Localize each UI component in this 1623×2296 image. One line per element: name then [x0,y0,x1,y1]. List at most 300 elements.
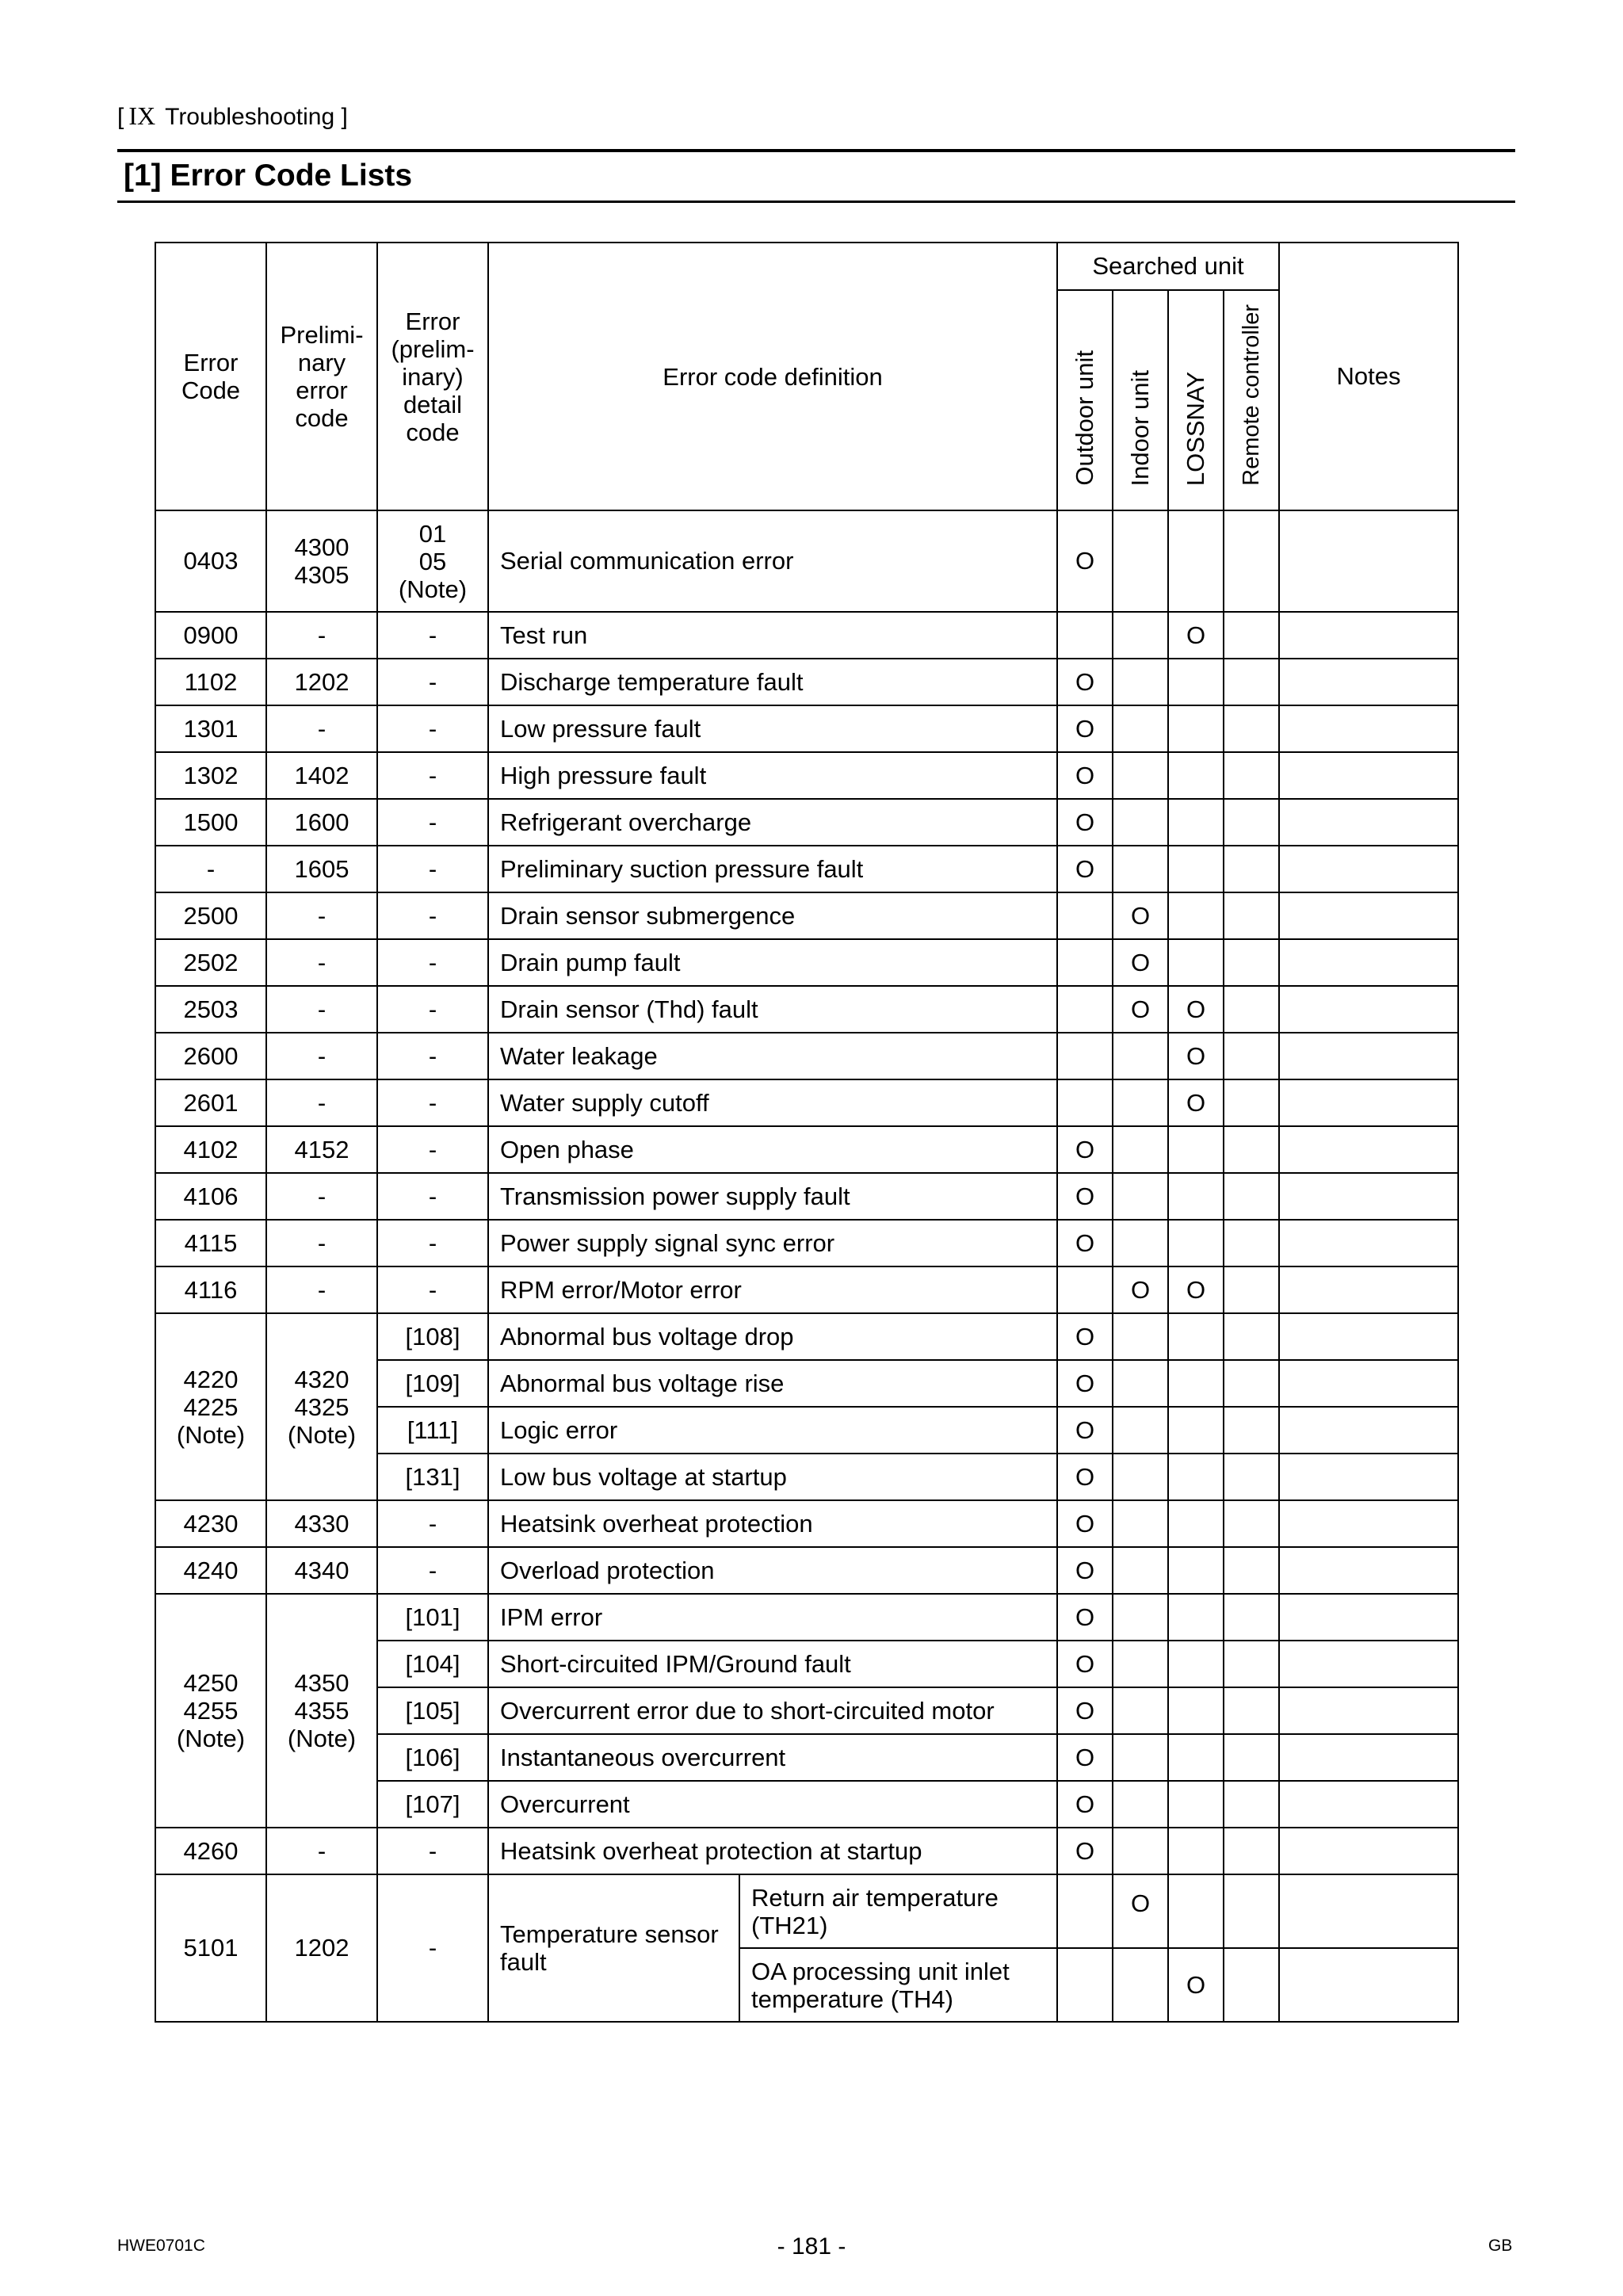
error-definition: RPM error/Motor error [488,1266,1057,1313]
preliminary-code: 1202 [266,1874,377,2022]
outdoor-mark: O [1057,1594,1113,1641]
detail-code: [101] [377,1594,488,1641]
table-row [155,1313,1458,1360]
detail-code: - [377,1126,488,1173]
outdoor-mark [1057,1266,1113,1313]
error-definition: Test run [488,612,1057,659]
error-definition: Abnormal bus voltage rise [488,1360,1057,1407]
notes-cell [1279,1781,1458,1828]
detail-code: [111] [377,1407,488,1454]
preliminary-code-line: 4350 [294,1669,349,1697]
col-lossnay [1168,290,1224,510]
preliminary-code: - [266,1033,377,1079]
remote-mark [1224,612,1279,659]
notes-cell [1279,892,1458,939]
notes-cell [1279,1547,1458,1594]
indoor-mark [1113,799,1168,846]
remote-mark [1224,659,1279,705]
lossnay-mark [1168,1313,1224,1360]
indoor-mark [1113,1454,1168,1500]
document-code: HWE0701C [117,2237,205,2255]
outdoor-mark: O [1057,1781,1113,1828]
outdoor-mark: O [1057,846,1113,892]
remote-mark [1224,1033,1279,1079]
outdoor-mark: O [1057,1734,1113,1781]
remote-mark [1224,1126,1279,1173]
remote-mark [1224,752,1279,799]
lossnay-mark [1168,1500,1224,1547]
error-definition: Preliminary suction pressure fault [488,846,1057,892]
indoor-mark [1113,1594,1168,1641]
error-definition: IPM error [488,1594,1057,1641]
table-row [155,1220,1458,1266]
error-code: 2502 [155,939,266,986]
header-bracket: [ [117,104,124,130]
error-code: 0403 [155,510,266,612]
remote-mark [1224,1594,1279,1641]
detail-code: [108] [377,1313,488,1360]
preliminary-code-line: 4355 [294,1697,349,1725]
error-definition: Drain sensor submergence [488,892,1057,939]
remote-mark [1224,939,1279,986]
indoor-mark: O [1113,1266,1168,1313]
remote-mark [1224,1454,1279,1500]
indoor-mark [1113,659,1168,705]
remote-mark [1224,892,1279,939]
error-definition: Water leakage [488,1033,1057,1079]
outdoor-mark [1057,1948,1113,2022]
outdoor-mark: O [1057,1641,1113,1687]
error-code: 4240 [155,1547,266,1594]
lossnay-mark [1168,752,1224,799]
col-error-code: Error Code [155,243,266,510]
table-row [155,1594,1458,1641]
notes-cell [1279,1734,1458,1781]
error-code-line: 4225 [183,1392,239,1421]
lossnay-mark [1168,1828,1224,1874]
error-definition: Heatsink overheat protection [488,1500,1057,1547]
error-definition: Low bus voltage at startup [488,1454,1057,1500]
indoor-mark [1113,1407,1168,1454]
outdoor-mark: O [1057,510,1113,612]
remote-mark [1224,1948,1279,2022]
table-row [155,846,1458,892]
remote-mark [1224,1173,1279,1220]
outdoor-mark [1057,1079,1113,1126]
error-code-line: (Note) [176,1420,246,1449]
preliminary-code: 1605 [266,846,377,892]
table-row [155,799,1458,846]
outdoor-mark [1057,1874,1113,1948]
outdoor-mark: O [1057,1360,1113,1407]
error-code [155,1313,266,1500]
remote-mark [1224,1360,1279,1407]
error-definition: Instantaneous overcurrent [488,1734,1057,1781]
notes-cell [1279,752,1458,799]
lossnay-mark: O [1168,1079,1224,1126]
notes-cell [1279,799,1458,846]
detail-code: [107] [377,1781,488,1828]
indoor-mark [1113,1781,1168,1828]
error-code: 5101 [155,1874,266,2022]
indoor-mark [1113,1500,1168,1547]
error-code: 2503 [155,986,266,1033]
error-code: 1302 [155,752,266,799]
indoor-mark [1113,705,1168,752]
lossnay-mark: O [1168,986,1224,1033]
remote-mark [1224,986,1279,1033]
lossnay-mark: O [1168,1948,1224,2022]
table-row [155,986,1458,1033]
error-code [155,1594,266,1828]
indoor-mark [1113,1948,1168,2022]
col-notes: Notes [1279,243,1458,510]
detail-code: [131] [377,1454,488,1500]
notes-cell [1279,1454,1458,1500]
outdoor-mark: O [1057,1547,1113,1594]
table-row [155,1266,1458,1313]
detail-code-line: 05 [418,547,447,575]
notes-cell [1279,1407,1458,1454]
detail-code: - [377,846,488,892]
detail-code: - [377,659,488,705]
notes-cell [1279,1594,1458,1641]
outdoor-mark: O [1057,1126,1113,1173]
col-detail-code: Error (prelim- inary) detail code [377,243,488,510]
error-code: 4115 [155,1220,266,1266]
error-definition: Drain sensor (Thd) fault [488,986,1057,1033]
detail-code: [104] [377,1641,488,1687]
lossnay-mark [1168,659,1224,705]
region-code: GB [1488,2237,1513,2255]
remote-mark [1224,1687,1279,1734]
lossnay-mark: O [1168,1266,1224,1313]
notes-cell [1279,705,1458,752]
table-row [155,1828,1458,1874]
notes-cell [1279,1687,1458,1734]
notes-cell [1279,1641,1458,1687]
outdoor-mark [1057,1033,1113,1079]
outdoor-mark [1057,939,1113,986]
error-code-line: 4250 [183,1669,239,1697]
lossnay-mark [1168,1407,1224,1454]
detail-code [377,510,488,612]
indoor-mark [1113,752,1168,799]
outdoor-mark [1057,892,1113,939]
notes-cell [1279,1874,1458,1948]
error-definition: Serial communication error [488,510,1057,612]
detail-code-line: 01 [418,519,447,548]
notes-cell [1279,1948,1458,2022]
table-row [155,1173,1458,1220]
preliminary-code-line: (Note) [287,1725,357,1752]
notes-cell [1279,1033,1458,1079]
remote-mark [1224,1781,1279,1828]
table-row [155,892,1458,939]
indoor-mark: O [1113,1874,1168,1948]
error-definition: Short-circuited IPM/Ground fault [488,1641,1057,1687]
error-code-line: (Note) [176,1725,246,1752]
preliminary-code: 1402 [266,752,377,799]
outdoor-unit-label: Outdoor unit [1071,350,1098,486]
error-subdefinition: Return air temperature (TH21) [739,1874,1057,1948]
col-searched-unit: Searched unit [1057,243,1279,290]
lossnay-mark [1168,1687,1224,1734]
detail-code: - [377,612,488,659]
indoor-mark [1113,612,1168,659]
detail-code: - [377,892,488,939]
table-row [155,939,1458,986]
detail-code: - [377,752,488,799]
error-definition: Abnormal bus voltage drop [488,1313,1057,1360]
notes-cell [1279,1266,1458,1313]
error-code: 1301 [155,705,266,752]
lossnay-mark: O [1168,1033,1224,1079]
table-row [155,1500,1458,1547]
indoor-mark [1113,1360,1168,1407]
outdoor-mark: O [1057,1500,1113,1547]
lossnay-label: LOSSNAY [1182,371,1209,486]
notes-cell [1279,659,1458,705]
indoor-mark [1113,1641,1168,1687]
indoor-mark [1113,1734,1168,1781]
preliminary-code-line: 4320 [294,1365,349,1393]
page-number: - 181 - [777,2233,846,2260]
lossnay-mark [1168,1594,1224,1641]
detail-code: - [377,705,488,752]
error-definition: Low pressure fault [488,705,1057,752]
remote-mark [1224,1547,1279,1594]
table-row [155,1874,1458,1948]
notes-cell [1279,939,1458,986]
indoor-mark [1113,1033,1168,1079]
error-definition: Overcurrent error due to short-circuited motor [488,1687,1057,1734]
indoor-mark: O [1113,986,1168,1033]
outdoor-mark: O [1057,1828,1113,1874]
detail-code: - [377,1220,488,1266]
indoor-mark: O [1113,892,1168,939]
header-roman-numeral: IX [128,101,156,130]
col-outdoor-unit [1057,290,1113,510]
remote-mark [1224,1734,1279,1781]
detail-code: - [377,1828,488,1874]
error-code-line: 4220 [183,1365,239,1393]
notes-cell [1279,1126,1458,1173]
lossnay-mark [1168,510,1224,612]
preliminary-code: - [266,1173,377,1220]
table-row [155,1126,1458,1173]
table-row [155,612,1458,659]
error-definition: Drain pump fault [488,939,1057,986]
remote-mark [1224,846,1279,892]
lossnay-mark [1168,1126,1224,1173]
error-code: 2500 [155,892,266,939]
preliminary-code: 1202 [266,659,377,705]
preliminary-code: 4330 [266,1500,377,1547]
table-row [155,1547,1458,1594]
preliminary-code: 4340 [266,1547,377,1594]
outdoor-mark: O [1057,1313,1113,1360]
error-definition: Discharge temperature fault [488,659,1057,705]
remote-mark [1224,705,1279,752]
outdoor-mark: O [1057,799,1113,846]
preliminary-code [266,510,377,612]
remote-controller-label: Remote controller [1238,304,1264,486]
remote-mark [1224,1079,1279,1126]
preliminary-code-line: (Note) [287,1420,357,1449]
detail-code: - [377,1033,488,1079]
outdoor-mark: O [1057,1454,1113,1500]
indoor-mark [1113,1126,1168,1173]
table-row [155,1033,1458,1079]
lossnay-mark [1168,1220,1224,1266]
error-definition: Water supply cutoff [488,1079,1057,1126]
remote-mark [1224,1220,1279,1266]
outdoor-mark: O [1057,705,1113,752]
lossnay-mark [1168,939,1224,986]
error-code: 4260 [155,1828,266,1874]
preliminary-code: - [266,939,377,986]
preliminary-code [266,1594,377,1828]
preliminary-code: - [266,986,377,1033]
error-code: 2600 [155,1033,266,1079]
detail-code: - [377,1173,488,1220]
outdoor-mark: O [1057,659,1113,705]
preliminary-code-line: 4325 [294,1392,349,1421]
lossnay-mark [1168,1454,1224,1500]
error-code-line: 4255 [183,1697,239,1725]
outdoor-mark [1057,986,1113,1033]
error-subdefinition: OA processing unit inlet temperature (TH4) [739,1948,1057,2022]
lossnay-mark [1168,705,1224,752]
notes-cell [1279,510,1458,612]
notes-cell [1279,1313,1458,1360]
lossnay-mark [1168,1360,1224,1407]
detail-code: - [377,1874,488,2022]
outdoor-mark: O [1057,1220,1113,1266]
outdoor-mark: O [1057,1687,1113,1734]
detail-code: - [377,1079,488,1126]
error-definition: Refrigerant overcharge [488,799,1057,846]
preliminary-code [266,1313,377,1500]
error-code: 2601 [155,1079,266,1126]
remote-mark [1224,1874,1279,1948]
table-row [155,705,1458,752]
notes-cell [1279,846,1458,892]
preliminary-code: - [266,612,377,659]
indoor-mark [1113,1687,1168,1734]
outdoor-mark: O [1057,1407,1113,1454]
detail-code: - [377,1266,488,1313]
indoor-mark [1113,1313,1168,1360]
indoor-unit-label: Indoor unit [1126,369,1154,486]
indoor-mark [1113,846,1168,892]
error-definition: Power supply signal sync error [488,1220,1057,1266]
preliminary-code: - [266,1828,377,1874]
detail-code: - [377,939,488,986]
notes-cell [1279,1079,1458,1126]
remote-mark [1224,1828,1279,1874]
error-code: 4116 [155,1266,266,1313]
lossnay-mark [1168,1874,1224,1948]
notes-cell [1279,1360,1458,1407]
header-row [155,243,1458,290]
title-rule [117,201,1515,203]
remote-mark [1224,1266,1279,1313]
header-rule [117,149,1515,152]
notes-cell [1279,1220,1458,1266]
error-code: 4230 [155,1500,266,1547]
lossnay-mark [1168,1641,1224,1687]
error-definition: Temperature sensor fault [488,1874,739,2022]
page-title: [1] Error Code Lists [124,159,413,193]
error-definition: Overload protection [488,1547,1057,1594]
notes-cell [1279,986,1458,1033]
detail-code: - [377,1547,488,1594]
indoor-mark [1113,1079,1168,1126]
outdoor-mark [1057,612,1113,659]
preliminary-code-line: 4300 [294,533,349,561]
preliminary-code: 1600 [266,799,377,846]
remote-mark [1224,799,1279,846]
detail-code: - [377,1500,488,1547]
col-indoor-unit [1113,290,1168,510]
lossnay-mark [1168,1547,1224,1594]
error-definition: Heatsink overheat protection at startup [488,1828,1057,1874]
lossnay-mark: O [1168,612,1224,659]
section-header [117,101,348,131]
lossnay-mark [1168,846,1224,892]
preliminary-code: - [266,705,377,752]
error-definition: Open phase [488,1126,1057,1173]
table-row [155,752,1458,799]
preliminary-code-line: 4305 [294,561,349,589]
error-definition: Logic error [488,1407,1057,1454]
table-row [155,659,1458,705]
indoor-mark [1113,1547,1168,1594]
col-preliminary-code: Prelimi- nary error code [266,243,377,510]
indoor-mark [1113,1828,1168,1874]
error-code: 0900 [155,612,266,659]
table-row [155,510,1458,612]
notes-cell [1279,1173,1458,1220]
lossnay-mark [1168,1173,1224,1220]
error-definition: Transmission power supply fault [488,1173,1057,1220]
detail-code: - [377,799,488,846]
notes-cell [1279,1828,1458,1874]
remote-mark [1224,1641,1279,1687]
lossnay-mark [1168,799,1224,846]
remote-mark [1224,1313,1279,1360]
outdoor-mark: O [1057,752,1113,799]
lossnay-mark [1168,1734,1224,1781]
error-code: 1102 [155,659,266,705]
detail-code: [109] [377,1360,488,1407]
indoor-mark [1113,1220,1168,1266]
indoor-mark [1113,1173,1168,1220]
preliminary-code: - [266,1266,377,1313]
col-definition: Error code definition [488,243,1057,510]
header-label: Troubleshooting ] [165,104,348,130]
col-remote-controller [1224,290,1279,510]
detail-code-line: (Note) [398,575,468,603]
notes-cell [1279,612,1458,659]
preliminary-code: - [266,892,377,939]
error-definition: High pressure fault [488,752,1057,799]
error-code: 4106 [155,1173,266,1220]
detail-code: - [377,986,488,1033]
error-code: - [155,846,266,892]
